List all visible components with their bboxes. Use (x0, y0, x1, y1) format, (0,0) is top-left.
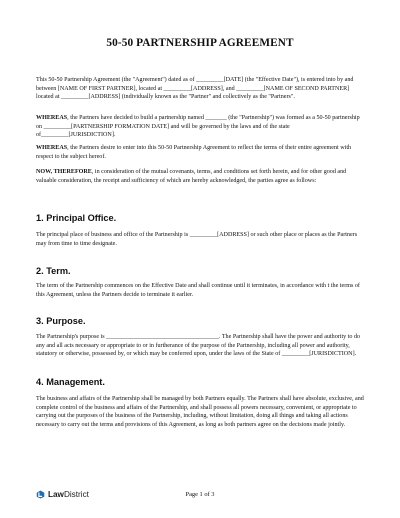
therefore-text: , in consideration of the mutual covenants, terms, and conditions set forth herein, and for other good and valuable consideration, the receipt and sufficiency of which are hereby acknowledged, the parties agree as follows: (36, 169, 347, 184)
whereas-lead-2: WHEREAS (36, 145, 68, 151)
whereas-paragraph-2 (36, 144, 366, 161)
therefore-lead: NOW, THEREFORE (36, 169, 92, 175)
whereas-lead-1: WHEREAS (36, 115, 68, 121)
page-number: Page 1 of 3 (185, 491, 215, 498)
logo-text-district: District (63, 489, 89, 499)
section-body-principal-office: The principal place of business and office of the Partnership is _________[ADDRESS] or such other place or places as the Partners may from time to time designate. (36, 232, 358, 247)
section-body-term: The term of the Partnership commences on the Effective Date and shall continue until it terminates, in accordance with t the terms of this Agreement, unless the Partners decide to terminate it earlier. (36, 283, 360, 298)
section-heading-principal-office: 1. Principal Office. (36, 213, 117, 223)
section-heading-purpose: 3. Purpose. (36, 316, 86, 326)
whereas-text-2: , the Partners desire to enter into this 50-50 Partnership Agreement to reflect the terms of their entire agreement with respect to the subject hereof. (36, 145, 352, 160)
section-body-purpose: The Partnership's purpose is _____________________________________. The Partnership shall have the power and authority to do any and all acts necessary or appropriate to or in furtherance of the purpose of the Partnership, including all power and authority, statutory or otherwise, possessed by, or which may be conferred upon, under the laws of the State of _________[JURISDICTION]. (36, 334, 361, 358)
intro-paragraph: This 50-50 Partnership Agreement (the "Agreement") dated as of _________[DATE] (the "Effective Date"), is entered into by and between [NAME OF FIRST PARTNER], located at _________[ADDRESS], and _________[NAME OF SECOND PARTNER] located at _________[ADDRESS] (individually known as the "Partner" and collectively as the "Partners". (36, 77, 354, 101)
whereas-text-1: , the Partners have decided to build a partnership named _______ (the "Partnership") was formed as a 50-50 partnership on _________[PARTNERSHIP FORMATION DATE] and will be governed by the laws and of the state of_________[JURISDICTION]. (36, 115, 360, 139)
therefore-paragraph (36, 168, 366, 185)
section-heading-term: 2. Term. (36, 266, 71, 276)
section-body-management: The business and affairs of the Partnership shall be managed by both Partners equally. The Partners shall have absolute, exclusive, and complete control of the business and affairs of the Partnership, and shall possess all powers necessary, convenient, or appropriate to carrying out the purposes of the business of the Partnership, including, without limitation, doing all things and taking all actions necessary to carry out the terms and provisions of this Agreement, as long as both partners agree on the decisions made jointly. (36, 396, 364, 428)
section-heading-management: 4. Management. (36, 377, 105, 387)
logo-text-law: Law (48, 489, 64, 499)
document-title: 50-50 PARTNERSHIP AGREEMENT (106, 37, 294, 49)
whereas-paragraph-1 (36, 114, 366, 140)
